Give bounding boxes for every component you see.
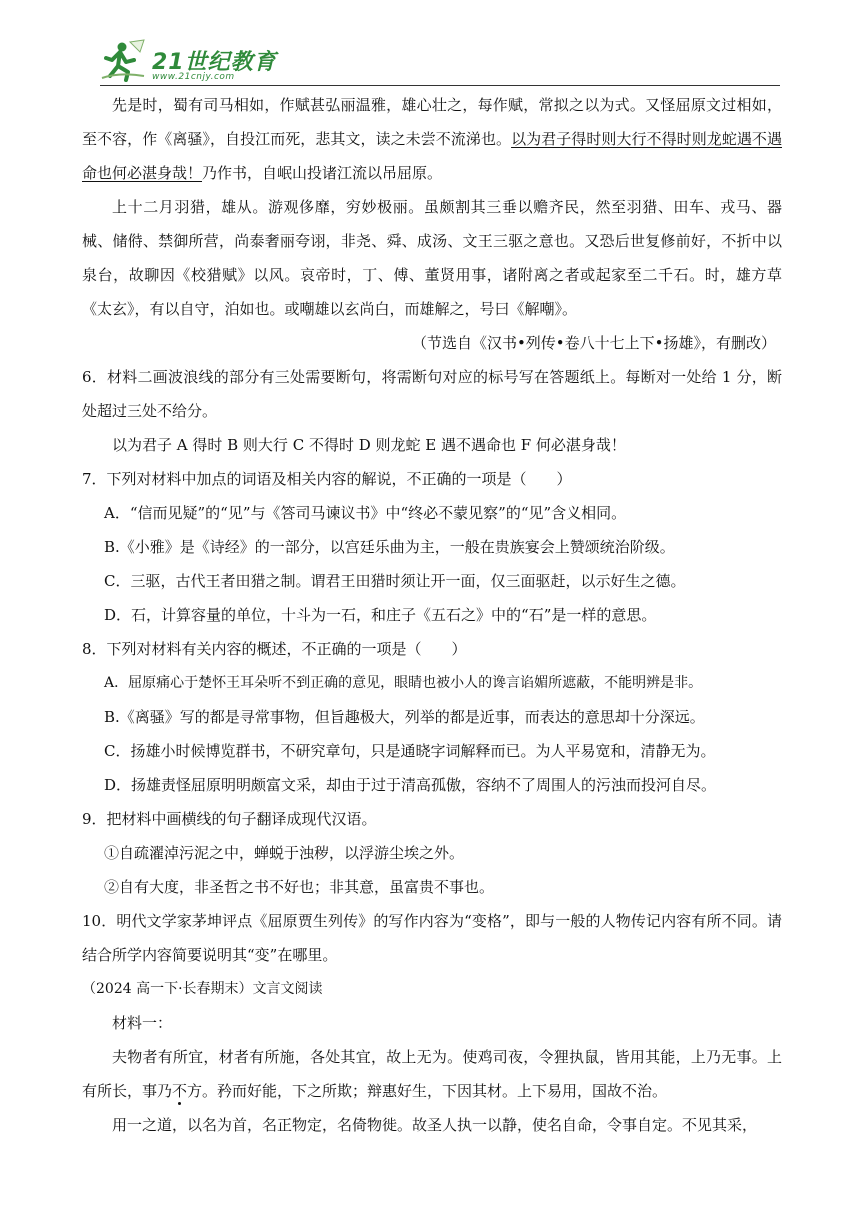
material-label: 材料一： [112, 1014, 173, 1032]
question-7-option-d: D．石，计算容量的单位，十斗为一石，和庄子《五石之》中的“石”是一样的意思。 [104, 606, 657, 624]
underlined-sentence: 以为君子得时则大行不得时则龙蛇遇不遇命也何必湛身哉！ [82, 130, 782, 182]
page-header [100, 36, 780, 88]
question-7-option-c: C．三驱，古代王者田猎之制。谓君王田猎时须让开一面，仅三面驱赶，以示好生之德。 [104, 572, 686, 590]
question-9: 9．把材料中画横线的句子翻译成现代汉语。 [82, 810, 377, 828]
logo-text: 21世纪教育 [152, 49, 277, 75]
material-1-paragraph-1: 夫物者有所宜，材者有所施，各处其宜，故上无为。使鸡司夜，令狸执鼠，皆用其能，上乃无事。上有所长，事乃不方。矜而好能，下之所欺；辩惠好生，下因其材。上下易用，国故不治。 [82, 1048, 782, 1100]
document-body [82, 88, 782, 1142]
runner-logo-icon [100, 38, 148, 82]
dotted-character: 不 [172, 1082, 188, 1100]
passage-paragraph-1: 先是时，蜀有司马相如，作赋甚弘丽温雅，雄心壮之，每作赋，常拟之以为式。又怪屈原文过相如，至不容，作《离骚》，自投江而死，悲其文，读之未尝不流涕也。以为君子得时则大行不得时则龙蛇遇不遇命也何必湛身哉！乃作书，自岷山投诸江流以吊屈原。 [82, 96, 782, 182]
question-8-option-c: C．扬雄小时候博览群书，不研究章句，只是通晓字词解释而已。为人平易宽和，清静无为。 [104, 742, 716, 760]
question-8: 8．下列对材料有关内容的概述，不正确的一项是（ ） [82, 640, 467, 658]
question-7: 7．下列对材料中加点的词语及相关内容的解说，不正确的一项是（ ） [82, 470, 572, 488]
header-divider [100, 85, 780, 86]
material-1-paragraph-2: 用一之道，以名为首，名正物定，名倚物徙。故圣人执一以静，使名自命，令事自定。不见其采， [112, 1116, 758, 1134]
question-8-option-b: B.《离骚》写的都是寻常事物，但旨趣极大，列举的都是近事，而表达的意思却十分深远。 [104, 708, 705, 726]
question-8-option-d: D．扬雄责怪屈原明明颇富文采，却由于过于清高孤傲，容纳不了周围人的污浊而投河自尽。 [104, 776, 717, 794]
logo-url: www.21cnjy.com [152, 72, 235, 82]
passage-source: （节选自《汉书•列传•卷八十七上下•扬雄》，有删改） [411, 334, 776, 352]
question-6: 6．材料二画波浪线的部分有三处需要断句，将需断句对应的标号写在答题纸上。每断对一处给 1 分，断处超过三处不给分。 [82, 368, 782, 420]
passage-paragraph-2: 上十二月羽猎，雄从。游观侈靡，穷妙极丽。虽颇割其三垂以赡齐民，然至羽猎、田车、戎马、器械、储偫、禁御所营，尚泰奢丽夸诩，非尧、舜、成汤、文王三驱之意也。又恐后世复修前好，不折中以泉台，故聊因《校猎赋》以风。哀帝时，丁、傅、董贤用事，诸附离之者或起家至二千石。时，雄方草《太玄》，有以自守，泊如也。或嘲雄以玄尚白，而雄解之，号曰《解嘲》。 [82, 198, 782, 318]
question-9-item-1: ①自疏濯淖污泥之中，蝉蜕于浊秽，以浮游尘埃之外。 [104, 844, 465, 862]
question-6-sentence: 以为君子 A 得时 B 则大行 C 不得时 D 则龙蛇 E 遇不遇命也 F 何必湛身哉！ [112, 436, 626, 454]
question-9-item-2: ②自有大度，非圣哲之书不好也；非其意，虽富贵不事也。 [104, 878, 495, 896]
question-7-option-a: A．“信而见疑”的“见”与《答司马谏议书》中“终必不蒙见察”的“见”含义相同。 [104, 504, 627, 522]
question-7-option-b: B.《小雅》是《诗经》的一部分，以宫廷乐曲为主，一般在贵族宴会上赞颂统治阶级。 [104, 538, 675, 556]
question-10: 10．明代文学家茅坤评点《屈原贾生列传》的写作内容为“变格”，即与一般的人物传记内容有所不同。请结合所学内容简要说明其“变”在哪里。 [82, 912, 782, 964]
question-8-option-a: A．屈原痛心于楚怀王耳朵听不到正确的意见，眼睛也被小人的谗言谄媚所遮蔽，不能明辨是非。 [104, 675, 703, 691]
section-tag: （2024 高一下·长春期末）文言文阅读 [82, 981, 323, 997]
